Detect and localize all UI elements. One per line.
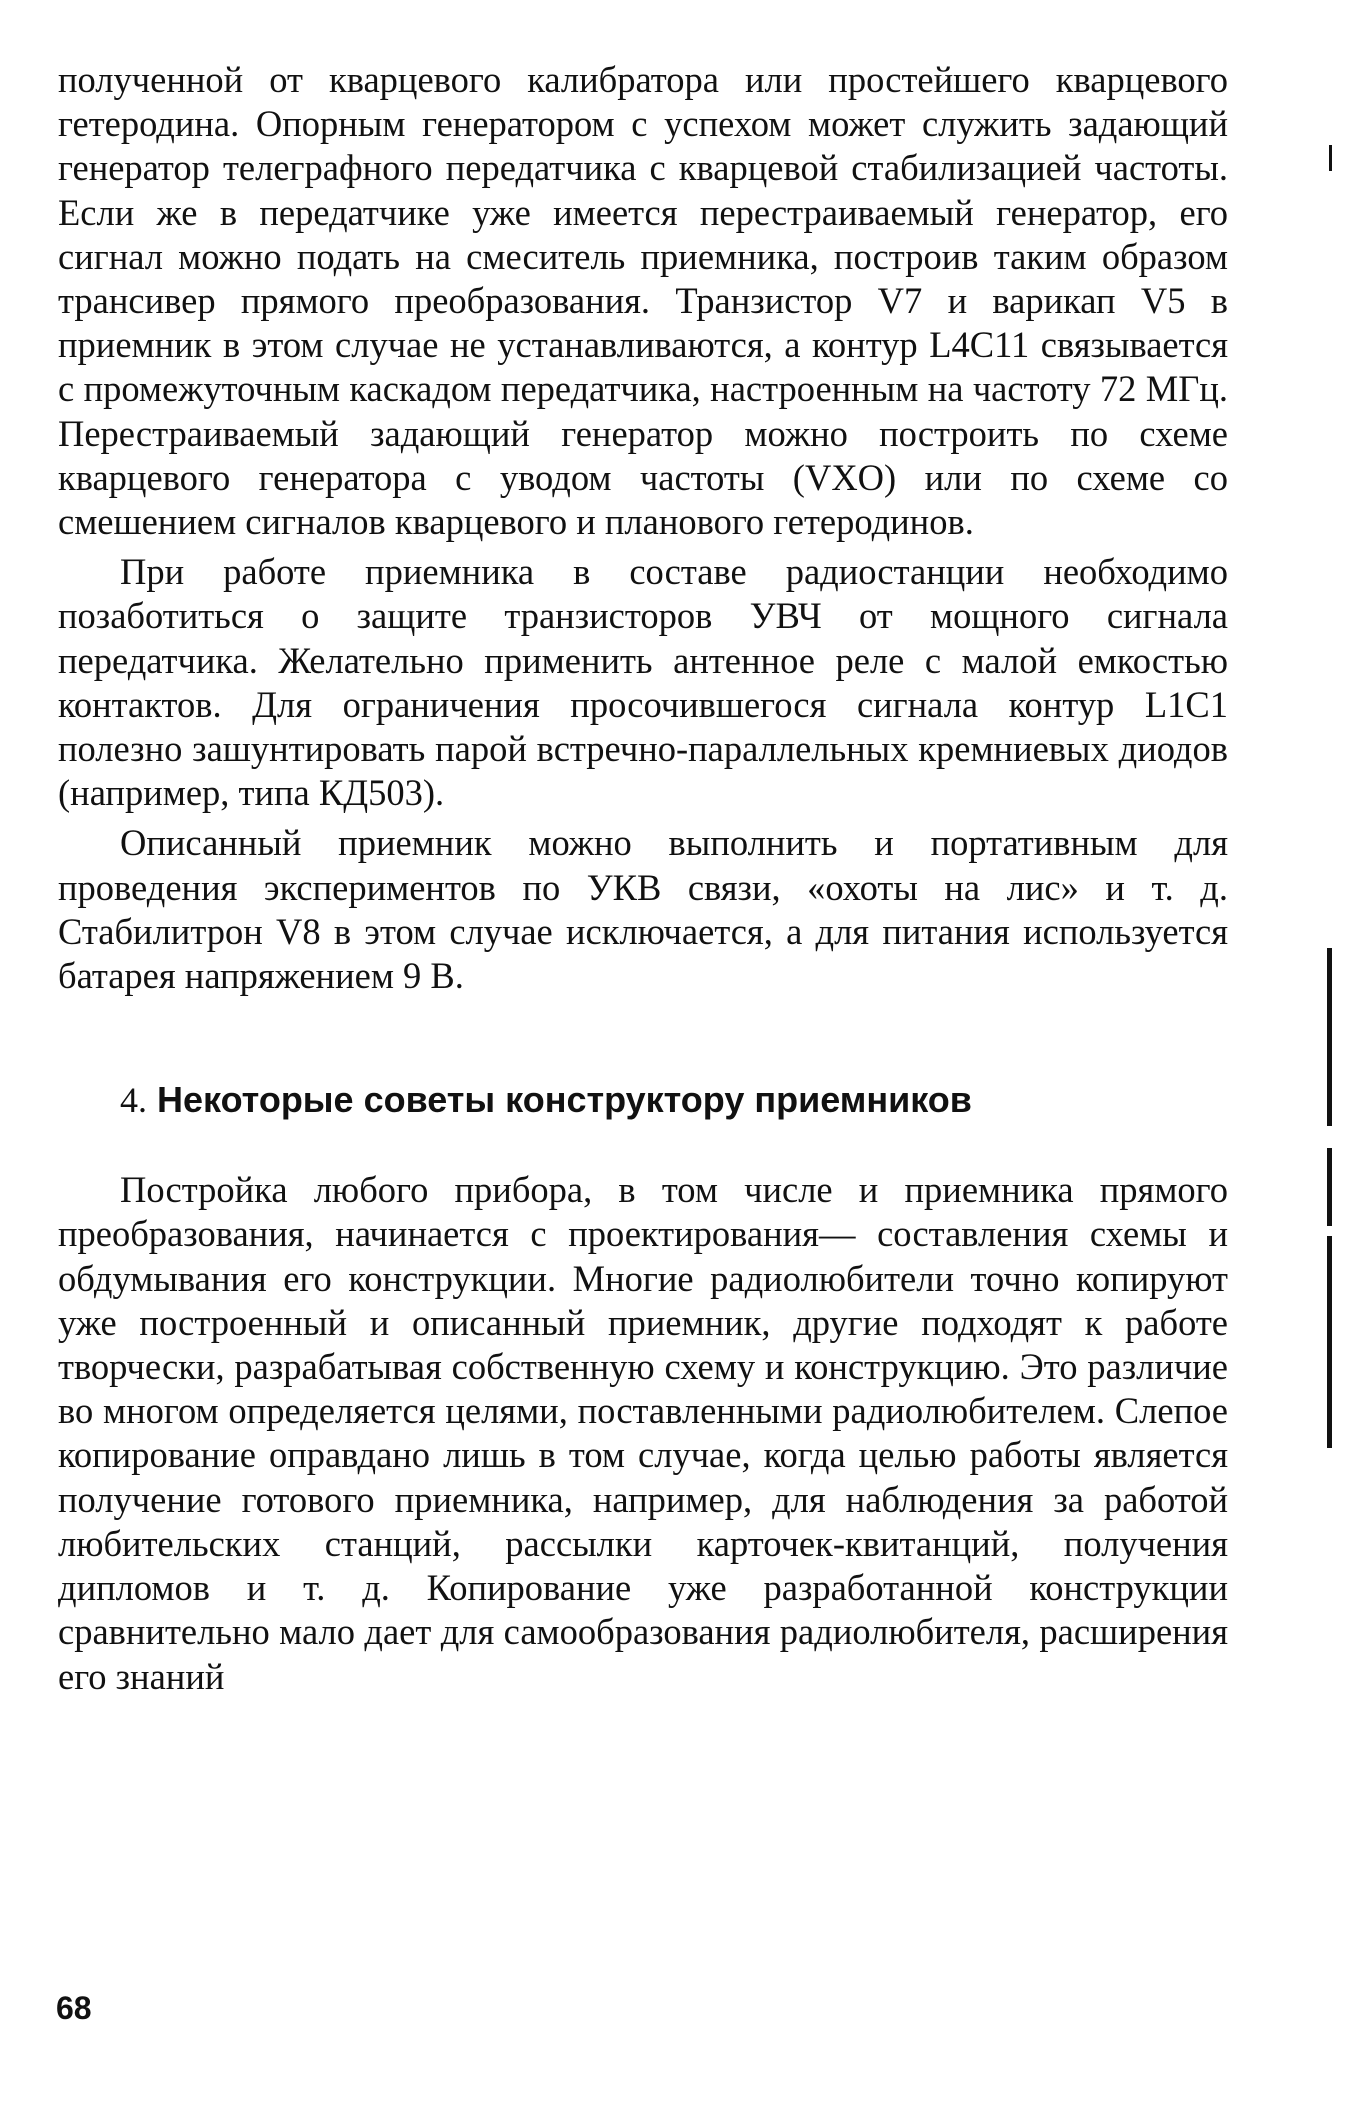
paragraph-oscillator: полученной от кварцевого калибратора или простейшего кварцевого гетеродина. Опорным генератором с успехом может служить задающий генератор телеграфного передатчика с кварцевой стабилизацией частоты. Если же в передатчике уже имеется перестраиваемый генератор, его сигнал можно подать на смеситель приемника, построив таким образом трансивер прямого преобразования. Транзистор V7 и варикап V5 в приемник в этом случае не устанавливаются, а контур L4C11 связывается с промежуточным каскадом передатчика, настроенным на частоту 72 МГц. Перестраиваемый задающий генератор можно построить по схеме кварцевого генератора с уводом частоты (VXO) или по схеме со смешением сигналов кварцевого и планового гетеродинов. — [58, 59, 1228, 543]
paragraph-transistor-protection: При работе приемника в составе радиостанции необходимо позаботиться о защите транзисторов УВЧ от мощного сигнала передатчика. Желательно применить антенное реле с малой емкостью контактов. Для ограничения просочившегося сигнала контур L1C1 полезно зашунтировать парой встречно-параллельных кремниевых диодов (например, типа КД503). — [58, 551, 1228, 814]
page-body — [58, 58, 1228, 1699]
margin-mark — [1327, 948, 1332, 1126]
section-heading — [58, 1078, 1228, 1122]
margin-mark — [1327, 1236, 1332, 1448]
margin-mark — [1329, 145, 1332, 171]
page-number: 68 — [56, 1990, 92, 2026]
section-title: Некоторые советы конструктору приемников — [157, 1079, 972, 1121]
margin-mark — [1327, 1148, 1332, 1226]
paragraph-construction-advice: Постройка любого прибора, в том числе и приемника прямого преобразования, начинается с проектирования— составления схемы и обдумывания его конструкции. Многие радиолюбители точно копируют уже построенный и описанный приемник, другие подходят к работе творчески, разрабатывая собственную схему и конструкцию. Это различие во многом определяется целями, поставленными радиолюбителем. Слепое копирование оправдано лишь в том случае, когда целью работы является получение готового приемника, например, для наблюдения за работой любительских станций, рассылки карточек-квитанций, получения дипломов и т. д. Копирование уже разработанной конструкции сравнительно мало дает для самообразования радиолюбителя, расширения его знаний — [58, 1169, 1228, 1697]
paragraph-portable: Описанный приемник можно выполнить и портативным для проведения экспериментов по УКВ связи, «охоты на лис» и т. д. Стабилитрон V8 в этом случае исключается, а для питания используется батарея напряжением 9 В. — [58, 822, 1228, 997]
section-number: 4. — [120, 1080, 147, 1121]
